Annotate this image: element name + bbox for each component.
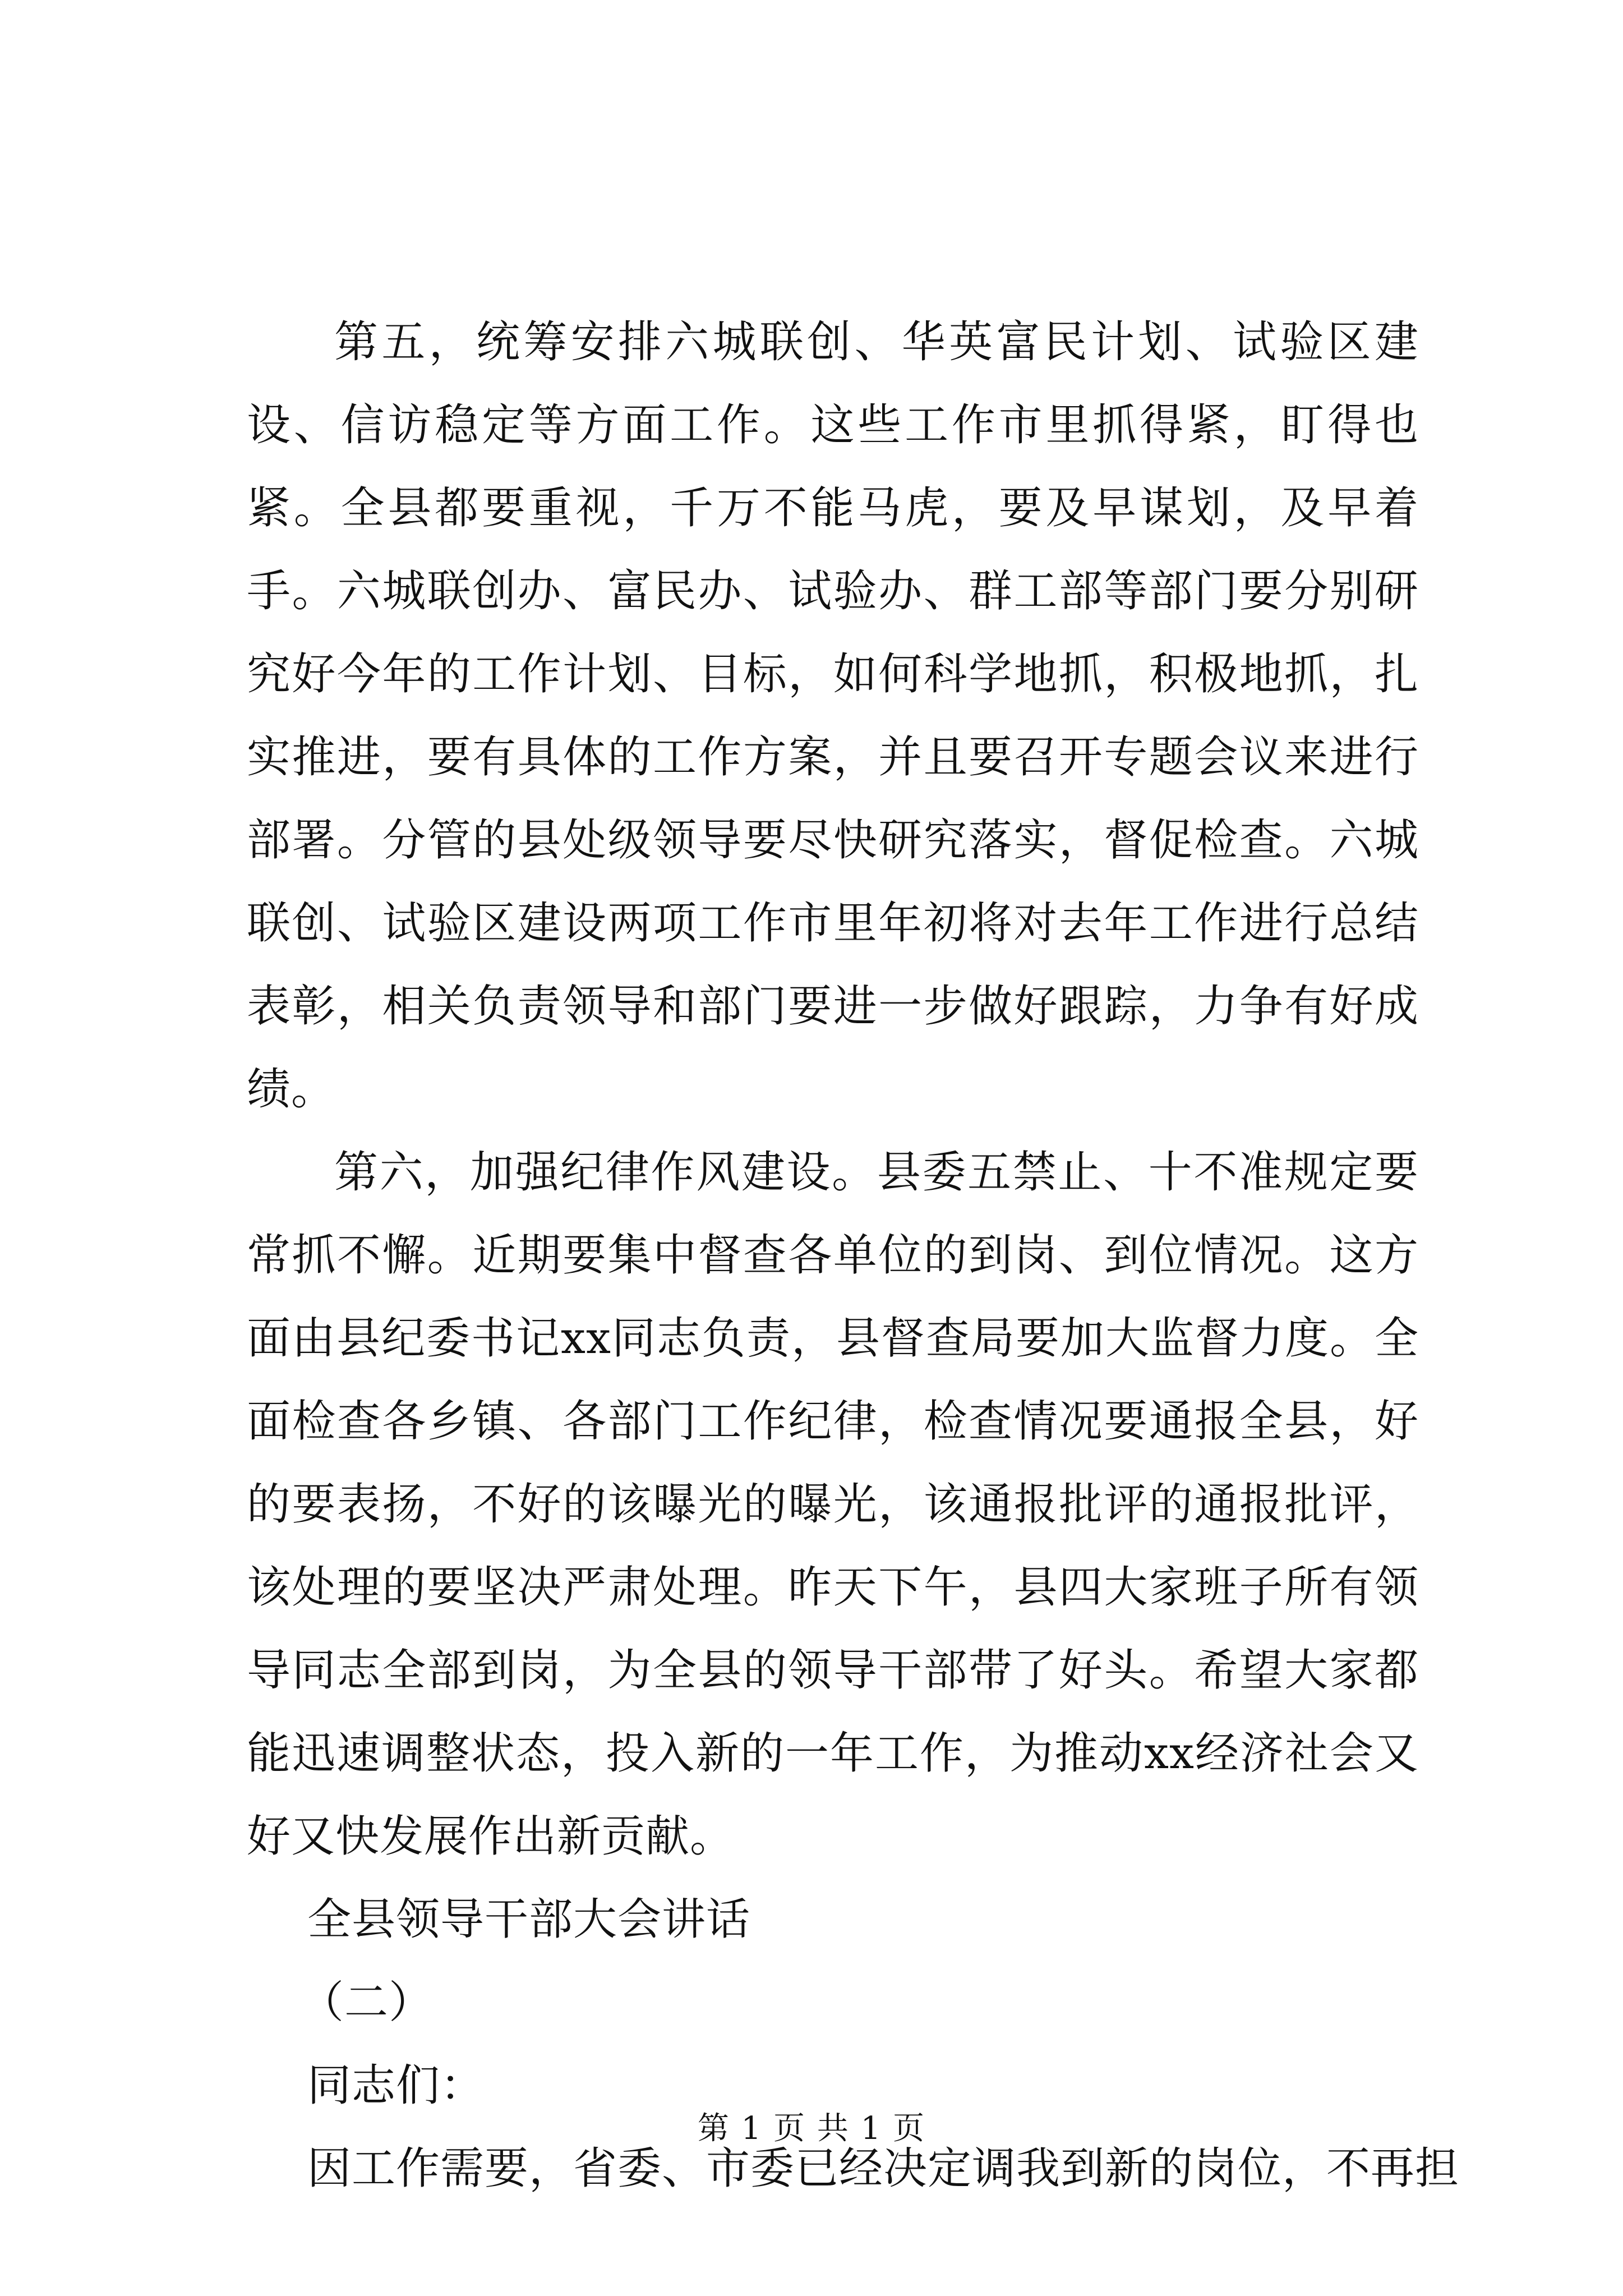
page-footer: 第 1 页 共 1 页 <box>697 2110 926 2147</box>
speech-title: 全县领导干部大会讲话 <box>307 1894 751 1945</box>
document-body <box>247 301 1460 2210</box>
paragraph-sixth: 第六，加强纪律作风建设。县委五禁止、十不准规定要常抓不懈。近期要集中督查各单位的到岗、到位情况。这方面由县纪委书记xx同志负责，县督查局要加大监督力度。全面检查各乡镇、各部门工作纪律，检查情况要通报全县，好的要表扬，不好的该曝光的曝光，该通报批评的通报批评，该处理的要坚决严肃处理。昨天下午，县四大家班子所有领导同志全部到岗，为全县的领导干部带了好头。希望大家都能迅速调整状态，投入新的一年工作，为推动xx经济社会又好又快发展作出新贡献。 <box>247 1147 1419 1862</box>
section-number: （二） <box>300 1977 434 2028</box>
paragraph-opening: 因工作需要，省委、市委已经决定调我到新的岗位，不再担 <box>307 2143 1460 2194</box>
salutation: 同志们： <box>307 2060 485 2111</box>
paragraph-fifth: 第五，统筹安排六城联创、华英富民计划、试验区建设、信访稳定等方面工作。这些工作市里抓得紧，盯得也紧。全县都要重视，千万不能马虎，要及早谋划，及早着手。六城联创办、富民办、试验办、群工部等部门要分别研究好今年的工作计划、目标，如何科学地抓，积极地抓，扎实推进，要有具体的工作方案，并且要召开专题会议来进行部署。分管的县处级领导要尽快研究落实，督促检查。六城联创、试验区建设两项工作市里年初将对去年工作进行总结表彰，相关负责领导和部门要进一步做好跟踪，力争有好成绩。 <box>247 317 1419 1115</box>
